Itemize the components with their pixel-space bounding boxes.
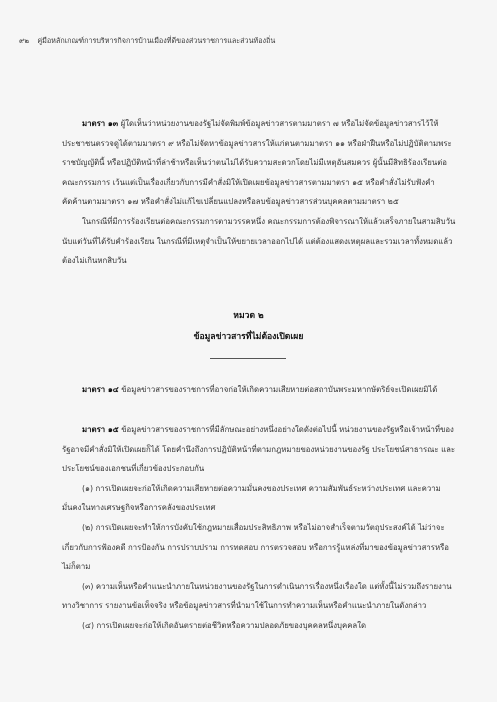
page-header bbox=[19, 36, 275, 47]
section-13-paragraph-2: ในกรณีที่มีการร้องเรียนต่อคณะกรรมการตามวรรคหนึ่ง คณะกรรมการต้องพิจารณาให้แล้วเสร็จภายในสามสิบวันนับแต่วันที่ได้รับคำร้องเรียน ในกรณีที่มีเหตุจำเป็นให้ขยายเวลาออกไปได้ แต่ต้องแสดงเหตุผลและรวมเวลาทั้งหมดแล้วต้องไม่เกินหกสิบวัน bbox=[62, 216, 456, 266]
section-15-label: มาตรา ๑๕ bbox=[82, 425, 119, 434]
page-number: ๙๒ bbox=[19, 36, 30, 45]
chapter-title: ข้อมูลข่าวสารที่ไม่ต้องเปิดเผย bbox=[193, 332, 304, 342]
header-title: คู่มือหลักเกณฑ์การบริหารกิจการบ้านเมืองที่ดีของส่วนราชการและส่วนท้องถิ่น bbox=[37, 36, 276, 45]
section-15 bbox=[62, 420, 457, 636]
section-14 bbox=[62, 380, 457, 400]
section-13-text: ผู้ใดเห็นว่าหน่วยงานของรัฐไม่จัดพิมพ์ข้อมูลข่าวสารตามมาตรา ๗ หรือไม่จัดข้อมูลข่าวสารไว้ให้ประชาชนตรวจดูได้ตามมาตรา ๙ หรือไม่จัดหาข้อมูลข่าวสารให้แก่ตนตามมาตรา ๑๑ หรือฝ่าฝืนหรือไม่ปฏิบัติตามพระราชบัญญัตินี้ หรือปฏิบัติหน้าที่ล่าช้าหรือเห็นว่าตนไม่ได้รับความสะดวกโดยไม่มีเหตุอันสมควร ผู้นั้นมีสิทธิร้องเรียนต่อคณะกรรมการ เว้นแต่เป็นเรื่องเกี่ยวกับการมีคำสั่งมิให้เปิดเผยข้อมูลข่าวสารตามมาตรา ๑๕ หรือคำสั่งไม่รับฟังคำคัดค้านตามมาตรา ๑๗ หรือคำสั่งไม่แก้ไขเปลี่ยนแปลงหรือลบข้อมูลข่าวสารส่วนบุคคลตามมาตรา ๒๕ bbox=[62, 119, 452, 207]
section-13 bbox=[62, 114, 457, 271]
section-15-item: (๑) การเปิดเผยจะก่อให้เกิดความเสียหายต่อความมั่นคงของประเทศ ความสัมพันธ์ระหว่างประเทศ และความมั่นคงในทางเศรษฐกิจหรือการคลังของประเทศ bbox=[62, 483, 441, 513]
divider-line bbox=[210, 358, 286, 359]
section-14-text: ข้อมูลข่าวสารของราชการที่อาจก่อให้เกิดความเสียหายต่อสถาบันพระมหากษัตริย์จะเปิดเผยมิได้ bbox=[121, 385, 438, 394]
section-15-item: (๓) ความเห็นหรือคำแนะนำภายในหน่วยงานของรัฐในการดำเนินการเรื่องหนึ่งเรื่องใด แต่ทั้งนี้ไม่รวมถึงรายงานทางวิชาการ รายงานข้อเท็จจริง หรือข้อมูลข่าวสารที่นำมาใช้ในการทำความเห็นหรือคำแนะนำภายในดังกล่าว bbox=[62, 581, 452, 611]
chapter-number: หมวด ๒ bbox=[233, 311, 264, 321]
section-13-label: มาตรา ๑๓ bbox=[82, 119, 119, 128]
section-15-item: (๒) การเปิดเผยจะทำให้การบังคับใช้กฎหมายเสื่อมประสิทธิภาพ หรือไม่อาจสำเร็จตามวัตถุประสงค์ได้ ไม่ว่าจะเกี่ยวกับการฟ้องคดี การป้องกัน การปราบปราม การทดสอบ การตรวจสอบ หรือการรู้แหล่งที่มาของข้อมูลข่าวสารหรือไม่ก็ตาม bbox=[62, 522, 449, 572]
section-14-label: มาตรา ๑๔ bbox=[82, 385, 119, 394]
section-15-text: ข้อมูลข่าวสารของราชการที่มีลักษณะอย่างหนึ่งอย่างใดดังต่อไปนี้ หน่วยงานของรัฐหรือเจ้าหน้าที่ของรัฐอาจมีคำสั่งมิให้เปิดเผยก็ได้ โดยคำนึงถึงการปฏิบัติหน้าที่ตามกฎหมายของหน่วยงานของรัฐ ประโยชน์สาธารณะ และประโยชน์ของเอกชนที่เกี่ยวข้องประกอบกัน bbox=[62, 425, 456, 474]
section-15-item: (๔) การเปิดเผยจะก่อให้เกิดอันตรายต่อชีวิตหรือความปลอดภัยของบุคคลหนึ่งบุคคลใด bbox=[82, 620, 367, 630]
